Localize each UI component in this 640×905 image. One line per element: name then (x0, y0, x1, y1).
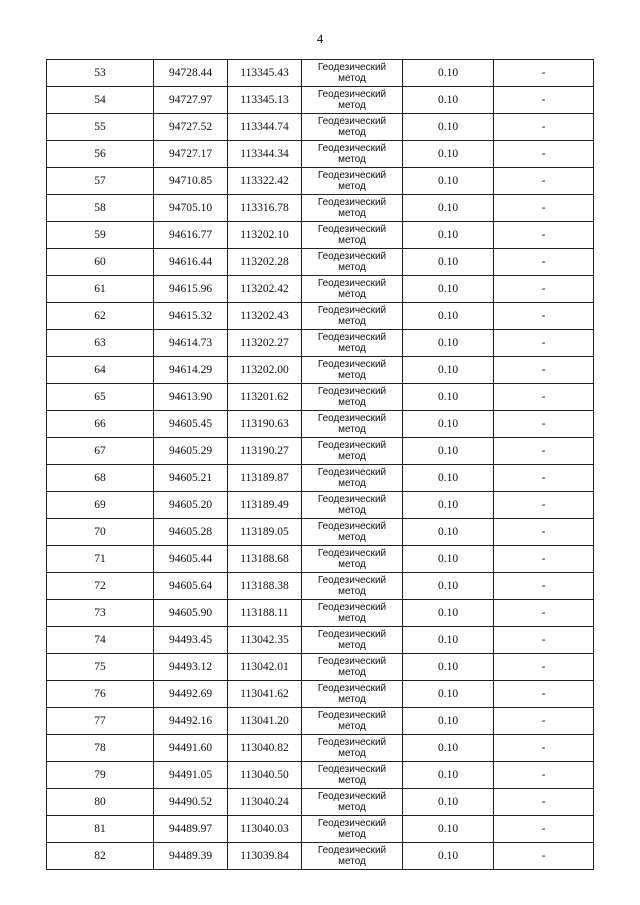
description-cell: - (494, 195, 594, 222)
table-row (47, 546, 594, 573)
x-coordinate-cell: 94728.44 (154, 60, 228, 87)
point-number-cell: 77 (47, 708, 154, 735)
table-row (47, 330, 594, 357)
description-cell: - (494, 330, 594, 357)
method-line-2: метод (338, 424, 366, 435)
method-cell (302, 438, 403, 465)
accuracy-cell: 0.10 (403, 681, 494, 708)
method-line-1: Геодезический (317, 845, 387, 856)
method-cell (302, 60, 403, 87)
description-cell: - (494, 222, 594, 249)
accuracy-cell: 0.10 (403, 411, 494, 438)
method-line-2: метод (338, 478, 366, 489)
x-coordinate-cell: 94605.21 (154, 465, 228, 492)
method-cell (302, 276, 403, 303)
point-number-cell: 72 (47, 573, 154, 600)
x-coordinate-cell: 94493.12 (154, 654, 228, 681)
method-line-2: метод (338, 856, 366, 867)
method-line-1: Геодезический (317, 791, 387, 802)
y-coordinate-cell: 113202.27 (228, 330, 302, 357)
description-cell: - (494, 141, 594, 168)
table-row (47, 249, 594, 276)
coordinates-table (46, 59, 594, 870)
y-coordinate-cell: 113344.74 (228, 114, 302, 141)
method-line-1: Геодезический (317, 521, 387, 532)
table-row (47, 303, 594, 330)
table-row (47, 438, 594, 465)
y-coordinate-cell: 113189.87 (228, 465, 302, 492)
x-coordinate-cell: 94727.52 (154, 114, 228, 141)
y-coordinate-cell: 113041.62 (228, 681, 302, 708)
table-row (47, 195, 594, 222)
method-line-2: метод (338, 748, 366, 759)
accuracy-cell: 0.10 (403, 519, 494, 546)
method-cell (302, 546, 403, 573)
accuracy-cell: 0.10 (403, 465, 494, 492)
method-cell (302, 573, 403, 600)
point-number-cell: 68 (47, 465, 154, 492)
method-line-1: Геодезический (317, 89, 387, 100)
description-cell: - (494, 357, 594, 384)
table-row (47, 600, 594, 627)
point-number-cell: 76 (47, 681, 154, 708)
y-coordinate-cell: 113322.42 (228, 168, 302, 195)
x-coordinate-cell: 94614.29 (154, 357, 228, 384)
description-cell: - (494, 816, 594, 843)
point-number-cell: 63 (47, 330, 154, 357)
x-coordinate-cell: 94605.90 (154, 600, 228, 627)
method-line-1: Геодезический (317, 359, 387, 370)
method-line-2: метод (338, 721, 366, 732)
description-cell: - (494, 654, 594, 681)
point-number-cell: 81 (47, 816, 154, 843)
point-number-cell: 57 (47, 168, 154, 195)
x-coordinate-cell: 94491.60 (154, 735, 228, 762)
x-coordinate-cell: 94710.85 (154, 168, 228, 195)
method-line-2: метод (338, 829, 366, 840)
table-row (47, 708, 594, 735)
y-coordinate-cell: 113190.27 (228, 438, 302, 465)
method-cell (302, 492, 403, 519)
method-line-1: Геодезический (317, 197, 387, 208)
table-row (47, 141, 594, 168)
y-coordinate-cell: 113202.43 (228, 303, 302, 330)
method-line-1: Геодезический (317, 278, 387, 289)
method-cell (302, 627, 403, 654)
accuracy-cell: 0.10 (403, 762, 494, 789)
method-line-2: метод (338, 100, 366, 111)
method-line-2: метод (338, 262, 366, 273)
method-cell (302, 843, 403, 870)
description-cell: - (494, 519, 594, 546)
table-row (47, 168, 594, 195)
method-cell (302, 681, 403, 708)
method-line-1: Геодезический (317, 764, 387, 775)
method-cell (302, 141, 403, 168)
method-line-1: Геодезический (317, 413, 387, 424)
point-number-cell: 82 (47, 843, 154, 870)
x-coordinate-cell: 94489.97 (154, 816, 228, 843)
description-cell: - (494, 168, 594, 195)
y-coordinate-cell: 113202.42 (228, 276, 302, 303)
point-number-cell: 59 (47, 222, 154, 249)
point-number-cell: 70 (47, 519, 154, 546)
description-cell: - (494, 114, 594, 141)
accuracy-cell: 0.10 (403, 222, 494, 249)
method-line-2: метод (338, 370, 366, 381)
table-row (47, 465, 594, 492)
x-coordinate-cell: 94616.44 (154, 249, 228, 276)
method-cell (302, 762, 403, 789)
method-line-2: метод (338, 127, 366, 138)
accuracy-cell: 0.10 (403, 330, 494, 357)
method-cell (302, 465, 403, 492)
method-line-1: Геодезический (317, 62, 387, 73)
point-number-cell: 55 (47, 114, 154, 141)
page-number: 4 (316, 31, 324, 46)
accuracy-cell: 0.10 (403, 384, 494, 411)
x-coordinate-cell: 94727.97 (154, 87, 228, 114)
method-line-2: метод (338, 289, 366, 300)
description-cell: - (494, 681, 594, 708)
method-line-1: Геодезический (317, 467, 387, 478)
x-coordinate-cell: 94493.45 (154, 627, 228, 654)
method-line-1: Геодезический (317, 143, 387, 154)
description-cell: - (494, 276, 594, 303)
y-coordinate-cell: 113042.35 (228, 627, 302, 654)
x-coordinate-cell: 94605.28 (154, 519, 228, 546)
method-line-1: Геодезический (317, 494, 387, 505)
accuracy-cell: 0.10 (403, 195, 494, 222)
x-coordinate-cell: 94492.69 (154, 681, 228, 708)
y-coordinate-cell: 113345.43 (228, 60, 302, 87)
table-row (47, 384, 594, 411)
method-cell (302, 330, 403, 357)
y-coordinate-cell: 113190.63 (228, 411, 302, 438)
table-row (47, 60, 594, 87)
x-coordinate-cell: 94605.64 (154, 573, 228, 600)
y-coordinate-cell: 113042.01 (228, 654, 302, 681)
method-cell (302, 249, 403, 276)
method-line-2: метод (338, 451, 366, 462)
method-line-2: метод (338, 397, 366, 408)
table-row (47, 357, 594, 384)
x-coordinate-cell: 94491.05 (154, 762, 228, 789)
method-cell (302, 222, 403, 249)
accuracy-cell: 0.10 (403, 168, 494, 195)
point-number-cell: 64 (47, 357, 154, 384)
table-row (47, 114, 594, 141)
method-cell (302, 654, 403, 681)
table-body (47, 60, 594, 870)
y-coordinate-cell: 113345.13 (228, 87, 302, 114)
method-line-1: Геодезический (317, 656, 387, 667)
point-number-cell: 53 (47, 60, 154, 87)
y-coordinate-cell: 113041.20 (228, 708, 302, 735)
description-cell: - (494, 735, 594, 762)
table-row (47, 276, 594, 303)
y-coordinate-cell: 113202.28 (228, 249, 302, 276)
x-coordinate-cell: 94605.44 (154, 546, 228, 573)
method-line-2: метод (338, 316, 366, 327)
y-coordinate-cell: 113188.11 (228, 600, 302, 627)
method-line-1: Геодезический (317, 629, 387, 640)
method-line-2: метод (338, 505, 366, 516)
table-row (47, 411, 594, 438)
method-cell (302, 87, 403, 114)
x-coordinate-cell: 94492.16 (154, 708, 228, 735)
method-line-1: Геодезический (317, 170, 387, 181)
table-row (47, 762, 594, 789)
description-cell: - (494, 627, 594, 654)
point-number-cell: 75 (47, 654, 154, 681)
description-cell: - (494, 762, 594, 789)
y-coordinate-cell: 113202.00 (228, 357, 302, 384)
method-cell (302, 708, 403, 735)
method-line-1: Геодезический (317, 710, 387, 721)
accuracy-cell: 0.10 (403, 114, 494, 141)
method-line-2: метод (338, 586, 366, 597)
description-cell: - (494, 546, 594, 573)
method-cell (302, 519, 403, 546)
description-cell: - (494, 411, 594, 438)
table-row (47, 654, 594, 681)
point-number-cell: 56 (47, 141, 154, 168)
description-cell: - (494, 438, 594, 465)
accuracy-cell: 0.10 (403, 492, 494, 519)
method-line-1: Геодезический (317, 440, 387, 451)
x-coordinate-cell: 94490.52 (154, 789, 228, 816)
method-cell (302, 411, 403, 438)
method-line-2: метод (338, 640, 366, 651)
y-coordinate-cell: 113189.49 (228, 492, 302, 519)
table-row (47, 843, 594, 870)
method-cell (302, 600, 403, 627)
method-cell (302, 195, 403, 222)
accuracy-cell: 0.10 (403, 708, 494, 735)
accuracy-cell: 0.10 (403, 789, 494, 816)
description-cell: - (494, 384, 594, 411)
accuracy-cell: 0.10 (403, 816, 494, 843)
point-number-cell: 60 (47, 249, 154, 276)
accuracy-cell: 0.10 (403, 87, 494, 114)
y-coordinate-cell: 113040.82 (228, 735, 302, 762)
y-coordinate-cell: 113202.10 (228, 222, 302, 249)
y-coordinate-cell: 113201.62 (228, 384, 302, 411)
table-row (47, 87, 594, 114)
method-cell (302, 789, 403, 816)
method-cell (302, 303, 403, 330)
description-cell: - (494, 789, 594, 816)
y-coordinate-cell: 113316.78 (228, 195, 302, 222)
x-coordinate-cell: 94605.45 (154, 411, 228, 438)
method-line-1: Геодезический (317, 251, 387, 262)
method-line-2: метод (338, 208, 366, 219)
method-line-2: метод (338, 343, 366, 354)
y-coordinate-cell: 113040.24 (228, 789, 302, 816)
description-cell: - (494, 87, 594, 114)
method-line-1: Геодезический (317, 818, 387, 829)
accuracy-cell: 0.10 (403, 249, 494, 276)
method-line-2: метод (338, 235, 366, 246)
method-line-1: Геодезический (317, 737, 387, 748)
table-row (47, 789, 594, 816)
method-cell (302, 357, 403, 384)
accuracy-cell: 0.10 (403, 573, 494, 600)
y-coordinate-cell: 113344.34 (228, 141, 302, 168)
point-number-cell: 79 (47, 762, 154, 789)
method-line-2: метод (338, 73, 366, 84)
method-line-2: метод (338, 802, 366, 813)
x-coordinate-cell: 94605.20 (154, 492, 228, 519)
point-number-cell: 74 (47, 627, 154, 654)
description-cell: - (494, 600, 594, 627)
method-line-1: Геодезический (317, 332, 387, 343)
description-cell: - (494, 708, 594, 735)
description-cell: - (494, 303, 594, 330)
description-cell: - (494, 492, 594, 519)
description-cell: - (494, 573, 594, 600)
method-line-2: метод (338, 667, 366, 678)
y-coordinate-cell: 113189.05 (228, 519, 302, 546)
method-cell (302, 384, 403, 411)
method-line-1: Геодезический (317, 548, 387, 559)
method-cell (302, 168, 403, 195)
point-number-cell: 67 (47, 438, 154, 465)
method-cell (302, 735, 403, 762)
method-line-2: метод (338, 154, 366, 165)
method-line-1: Геодезический (317, 116, 387, 127)
x-coordinate-cell: 94614.73 (154, 330, 228, 357)
method-line-1: Геодезический (317, 602, 387, 613)
accuracy-cell: 0.10 (403, 357, 494, 384)
method-line-1: Геодезический (317, 305, 387, 316)
description-cell: - (494, 249, 594, 276)
x-coordinate-cell: 94615.96 (154, 276, 228, 303)
table-row (47, 519, 594, 546)
table-row (47, 573, 594, 600)
method-line-2: метод (338, 532, 366, 543)
accuracy-cell: 0.10 (403, 600, 494, 627)
method-line-2: метод (338, 694, 366, 705)
x-coordinate-cell: 94705.10 (154, 195, 228, 222)
accuracy-cell: 0.10 (403, 735, 494, 762)
accuracy-cell: 0.10 (403, 303, 494, 330)
point-number-cell: 80 (47, 789, 154, 816)
method-line-1: Геодезический (317, 683, 387, 694)
method-line-1: Геодезический (317, 575, 387, 586)
point-number-cell: 58 (47, 195, 154, 222)
y-coordinate-cell: 113040.03 (228, 816, 302, 843)
point-number-cell: 78 (47, 735, 154, 762)
x-coordinate-cell: 94613.90 (154, 384, 228, 411)
accuracy-cell: 0.10 (403, 438, 494, 465)
point-number-cell: 73 (47, 600, 154, 627)
table-row (47, 492, 594, 519)
table-row (47, 681, 594, 708)
method-line-2: метод (338, 559, 366, 570)
x-coordinate-cell: 94616.77 (154, 222, 228, 249)
y-coordinate-cell: 113039.84 (228, 843, 302, 870)
accuracy-cell: 0.10 (403, 546, 494, 573)
point-number-cell: 66 (47, 411, 154, 438)
accuracy-cell: 0.10 (403, 276, 494, 303)
x-coordinate-cell: 94605.29 (154, 438, 228, 465)
table-row (47, 222, 594, 249)
accuracy-cell: 0.10 (403, 843, 494, 870)
method-cell (302, 114, 403, 141)
description-cell: - (494, 843, 594, 870)
table-row (47, 735, 594, 762)
accuracy-cell: 0.10 (403, 654, 494, 681)
point-number-cell: 69 (47, 492, 154, 519)
point-number-cell: 61 (47, 276, 154, 303)
method-line-1: Геодезический (317, 386, 387, 397)
table-row (47, 816, 594, 843)
table-row (47, 627, 594, 654)
method-cell (302, 816, 403, 843)
point-number-cell: 65 (47, 384, 154, 411)
description-cell: - (494, 60, 594, 87)
accuracy-cell: 0.10 (403, 627, 494, 654)
point-number-cell: 62 (47, 303, 154, 330)
method-line-2: метод (338, 181, 366, 192)
accuracy-cell: 0.10 (403, 141, 494, 168)
description-cell: - (494, 465, 594, 492)
point-number-cell: 54 (47, 87, 154, 114)
point-number-cell: 71 (47, 546, 154, 573)
x-coordinate-cell: 94489.39 (154, 843, 228, 870)
method-line-2: метод (338, 613, 366, 624)
y-coordinate-cell: 113188.38 (228, 573, 302, 600)
y-coordinate-cell: 113040.50 (228, 762, 302, 789)
method-line-2: метод (338, 775, 366, 786)
x-coordinate-cell: 94615.32 (154, 303, 228, 330)
y-coordinate-cell: 113188.68 (228, 546, 302, 573)
x-coordinate-cell: 94727.17 (154, 141, 228, 168)
accuracy-cell: 0.10 (403, 60, 494, 87)
method-line-1: Геодезический (317, 224, 387, 235)
